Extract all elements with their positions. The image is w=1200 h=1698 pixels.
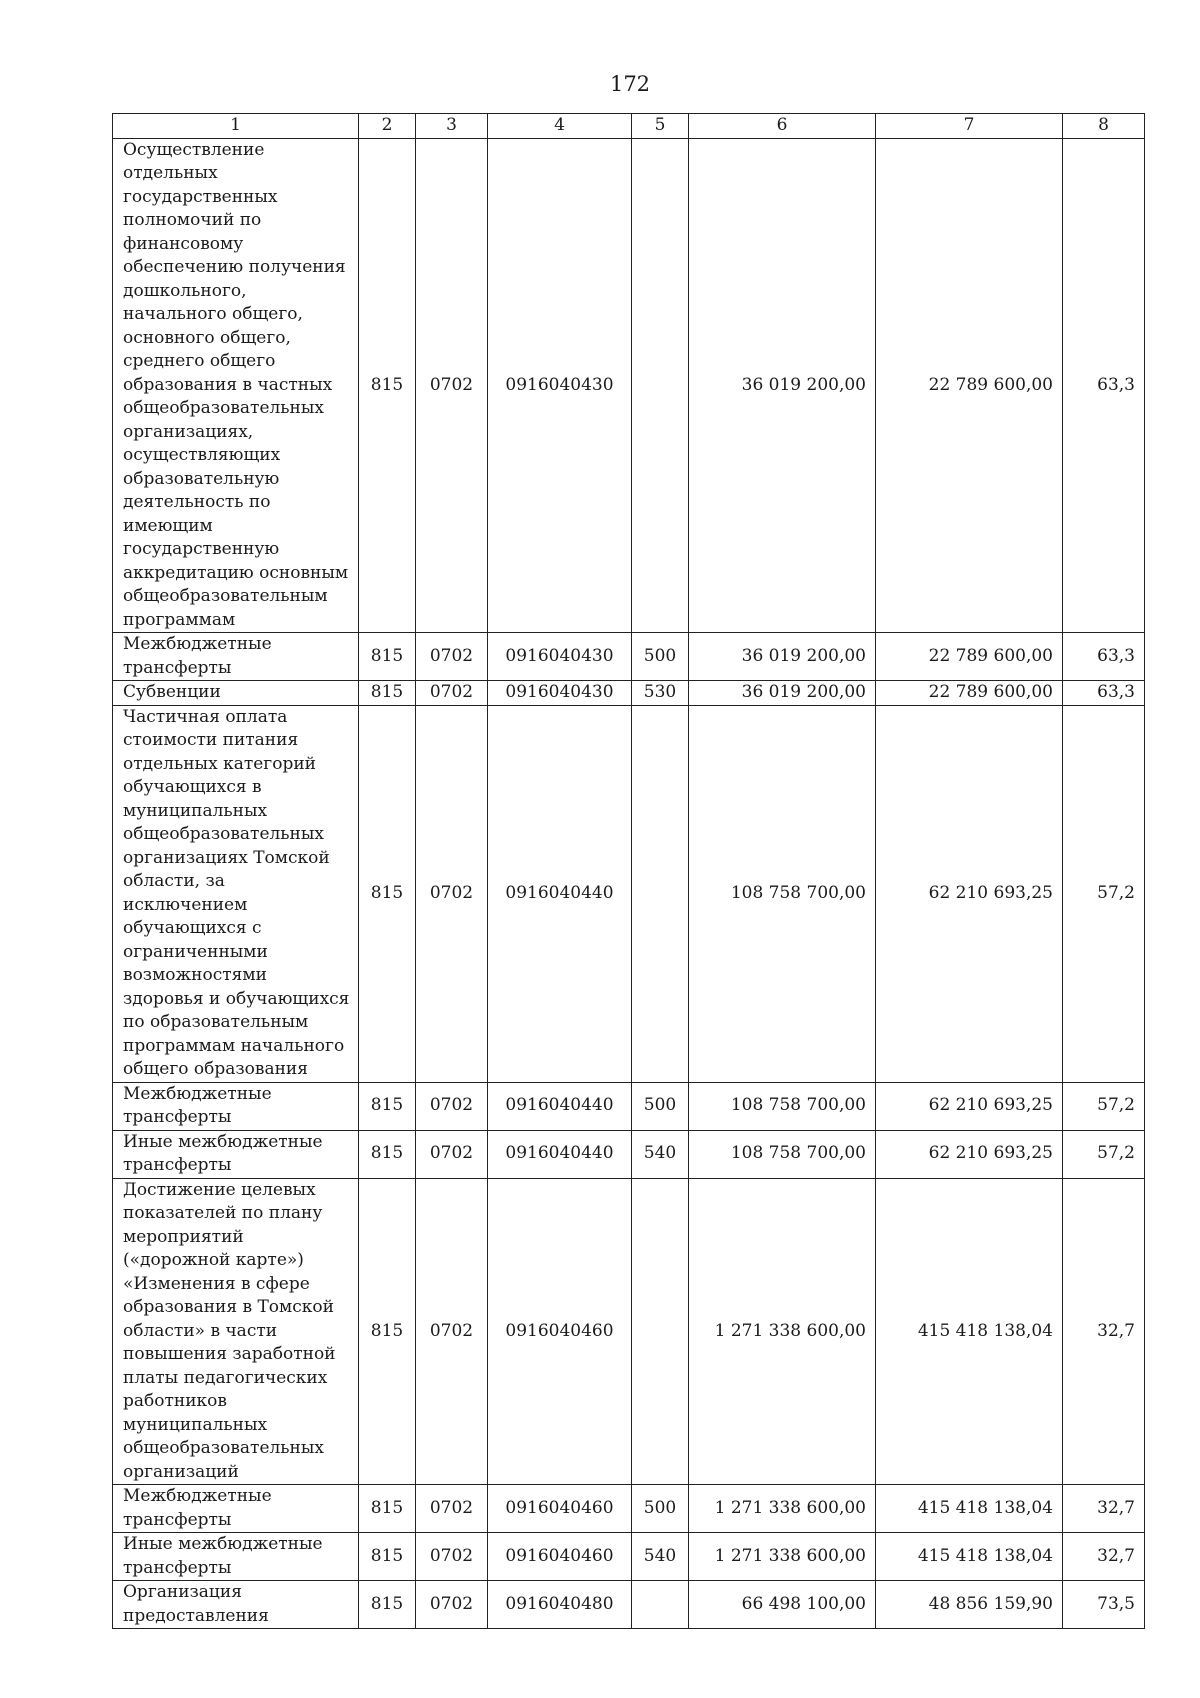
row-name-cell: Субвенции xyxy=(113,681,359,706)
actual-amount-cell: 62 210 693,25 xyxy=(876,1082,1063,1130)
section-code-cell: 0702 xyxy=(416,138,488,633)
grbs-code-cell: 815 xyxy=(359,1178,416,1485)
actual-amount-cell: 22 789 600,00 xyxy=(876,633,1063,681)
grbs-code-cell: 815 xyxy=(359,1533,416,1581)
plan-amount-cell: 66 498 100,00 xyxy=(689,1581,876,1629)
grbs-code-cell: 815 xyxy=(359,705,416,1082)
actual-amount-cell: 62 210 693,25 xyxy=(876,1130,1063,1178)
actual-amount-cell: 22 789 600,00 xyxy=(876,681,1063,706)
table-row xyxy=(113,633,1145,681)
expense-type-cell xyxy=(632,1581,689,1629)
execution-percent-cell: 57,2 xyxy=(1063,1130,1145,1178)
plan-amount-cell: 36 019 200,00 xyxy=(689,138,876,633)
grbs-code-cell: 815 xyxy=(359,1581,416,1629)
column-header: 5 xyxy=(632,114,689,139)
expense-type-cell: 500 xyxy=(632,633,689,681)
actual-amount-cell: 62 210 693,25 xyxy=(876,705,1063,1082)
row-name-cell: Частичная оплата стоимости питания отдельных категорий обучающихся в муниципальных общеобразовательных организациях Томской области, за исключением обучающихся с ограниченными возможностями здоровья и обучающихся по образовательным программам начального общего образования xyxy=(113,705,359,1082)
actual-amount-cell: 48 856 159,90 xyxy=(876,1581,1063,1629)
section-code-cell: 0702 xyxy=(416,1082,488,1130)
table-row xyxy=(113,1485,1145,1533)
table-header-row xyxy=(113,114,1145,139)
execution-percent-cell: 63,3 xyxy=(1063,681,1145,706)
actual-amount-cell: 415 418 138,04 xyxy=(876,1533,1063,1581)
target-article-cell: 0916040440 xyxy=(488,705,632,1082)
table-row xyxy=(113,1130,1145,1178)
column-header: 1 xyxy=(113,114,359,139)
section-code-cell: 0702 xyxy=(416,1485,488,1533)
table-row xyxy=(113,1178,1145,1485)
table-row xyxy=(113,1581,1145,1629)
plan-amount-cell: 1 271 338 600,00 xyxy=(689,1178,876,1485)
expense-type-cell xyxy=(632,138,689,633)
table-row xyxy=(113,138,1145,633)
actual-amount-cell: 22 789 600,00 xyxy=(876,138,1063,633)
row-name-cell: Иные межбюджетные трансферты xyxy=(113,1533,359,1581)
target-article-cell: 0916040460 xyxy=(488,1178,632,1485)
expense-type-cell: 540 xyxy=(632,1130,689,1178)
column-header: 6 xyxy=(689,114,876,139)
actual-amount-cell: 415 418 138,04 xyxy=(876,1485,1063,1533)
grbs-code-cell: 815 xyxy=(359,681,416,706)
row-name-cell: Межбюджетные трансферты xyxy=(113,633,359,681)
grbs-code-cell: 815 xyxy=(359,138,416,633)
expense-type-cell: 500 xyxy=(632,1485,689,1533)
expense-type-cell: 530 xyxy=(632,681,689,706)
expense-type-cell: 500 xyxy=(632,1082,689,1130)
execution-percent-cell: 73,5 xyxy=(1063,1581,1145,1629)
execution-percent-cell: 57,2 xyxy=(1063,1082,1145,1130)
target-article-cell: 0916040440 xyxy=(488,1082,632,1130)
target-article-cell: 0916040440 xyxy=(488,1130,632,1178)
expense-type-cell: 540 xyxy=(632,1533,689,1581)
plan-amount-cell: 36 019 200,00 xyxy=(689,633,876,681)
section-code-cell: 0702 xyxy=(416,633,488,681)
target-article-cell: 0916040480 xyxy=(488,1581,632,1629)
page-number: 172 xyxy=(609,72,651,96)
row-name-cell: Достижение целевых показателей по плану мероприятий («дорожной карте») «Изменения в сфере образования в Томской области» в части повышения заработной платы педагогических работников муниципальных общеобразовательных организаций xyxy=(113,1178,359,1485)
execution-percent-cell: 32,7 xyxy=(1063,1178,1145,1485)
target-article-cell: 0916040430 xyxy=(488,633,632,681)
table-row xyxy=(113,681,1145,706)
target-article-cell: 0916040460 xyxy=(488,1485,632,1533)
section-code-cell: 0702 xyxy=(416,681,488,706)
grbs-code-cell: 815 xyxy=(359,633,416,681)
target-article-cell: 0916040460 xyxy=(488,1533,632,1581)
grbs-code-cell: 815 xyxy=(359,1082,416,1130)
grbs-code-cell: 815 xyxy=(359,1130,416,1178)
plan-amount-cell: 108 758 700,00 xyxy=(689,705,876,1082)
column-header: 3 xyxy=(416,114,488,139)
plan-amount-cell: 108 758 700,00 xyxy=(689,1130,876,1178)
execution-percent-cell: 63,3 xyxy=(1063,138,1145,633)
row-name-cell: Межбюджетные трансферты xyxy=(113,1082,359,1130)
table-row xyxy=(113,1082,1145,1130)
section-code-cell: 0702 xyxy=(416,705,488,1082)
expense-type-cell xyxy=(632,705,689,1082)
plan-amount-cell: 1 271 338 600,00 xyxy=(689,1533,876,1581)
column-header: 7 xyxy=(876,114,1063,139)
plan-amount-cell: 36 019 200,00 xyxy=(689,681,876,706)
table-row xyxy=(113,705,1145,1082)
row-name-cell: Организация предоставления xyxy=(113,1581,359,1629)
plan-amount-cell: 108 758 700,00 xyxy=(689,1082,876,1130)
table-row xyxy=(113,1533,1145,1581)
section-code-cell: 0702 xyxy=(416,1178,488,1485)
target-article-cell: 0916040430 xyxy=(488,138,632,633)
row-name-cell: Иные межбюджетные трансферты xyxy=(113,1130,359,1178)
column-header: 2 xyxy=(359,114,416,139)
section-code-cell: 0702 xyxy=(416,1130,488,1178)
grbs-code-cell: 815 xyxy=(359,1485,416,1533)
row-name-cell: Осуществление отдельных государственных полномочий по финансовому обеспечению получения дошкольного, начального общего, основного общего, среднего общего образования в частных общеобразовательных организациях, осуществляющих образовательную деятельность по имеющим государственную аккредитацию основным общеобразовательным программам xyxy=(113,138,359,633)
column-header: 4 xyxy=(488,114,632,139)
execution-percent-cell: 32,7 xyxy=(1063,1485,1145,1533)
section-code-cell: 0702 xyxy=(416,1533,488,1581)
execution-percent-cell: 57,2 xyxy=(1063,705,1145,1082)
section-code-cell: 0702 xyxy=(416,1581,488,1629)
execution-percent-cell: 63,3 xyxy=(1063,633,1145,681)
expense-type-cell xyxy=(632,1178,689,1485)
column-header: 8 xyxy=(1063,114,1145,139)
row-name-cell: Межбюджетные трансферты xyxy=(113,1485,359,1533)
execution-percent-cell: 32,7 xyxy=(1063,1533,1145,1581)
actual-amount-cell: 415 418 138,04 xyxy=(876,1178,1063,1485)
plan-amount-cell: 1 271 338 600,00 xyxy=(689,1485,876,1533)
budget-table xyxy=(112,113,1145,1629)
target-article-cell: 0916040430 xyxy=(488,681,632,706)
